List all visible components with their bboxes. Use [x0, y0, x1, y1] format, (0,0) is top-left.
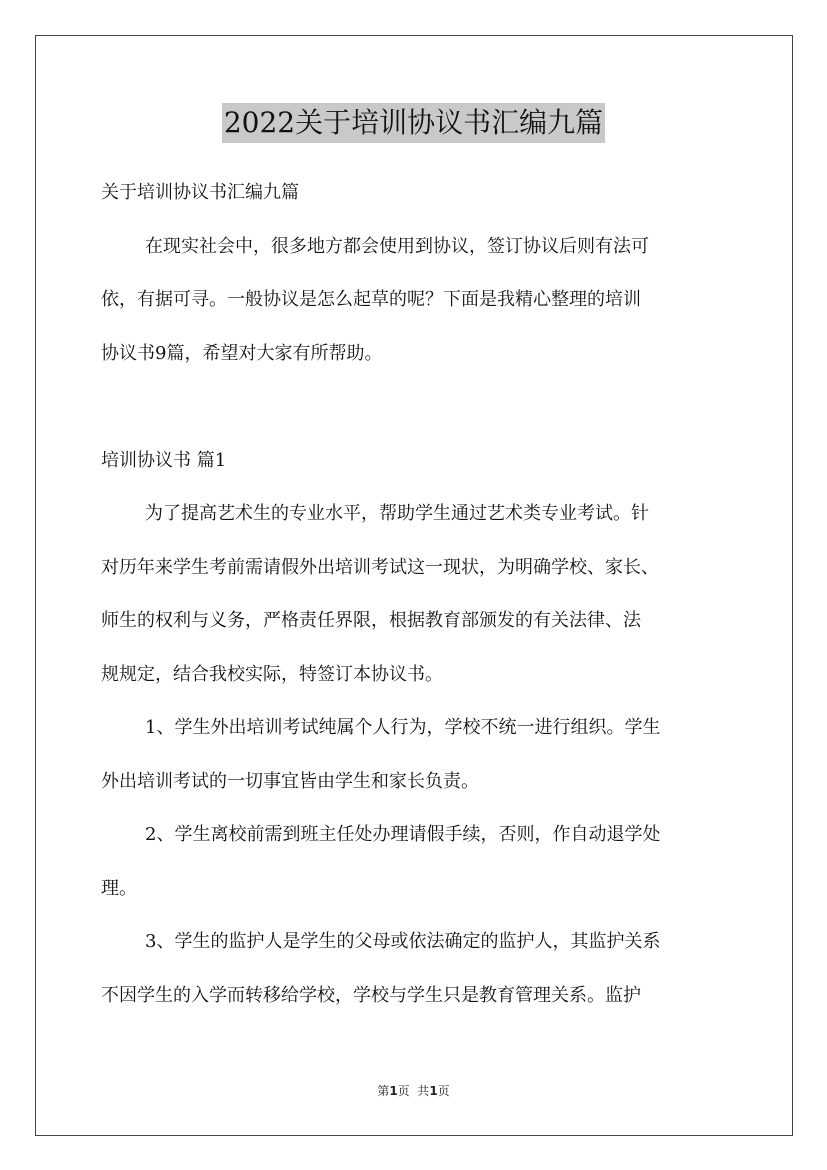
page-number-middle: 页 共	[397, 1084, 430, 1098]
section-heading: 培训协议书 篇1	[101, 449, 227, 471]
page-number-prefix: 第	[377, 1084, 390, 1098]
paragraph-line: 为了提高艺术生的专业水平，帮助学生通过艺术类专业考试。针	[145, 503, 649, 524]
clause-line: 2、学生离校前需到班主任处办理请假手续，否则，作自动退学处	[145, 824, 661, 845]
document-subtitle: 关于培训协议书汇编九篇	[101, 182, 299, 203]
clause-line: 1、学生外出培训考试纯属个人行为，学校不统一进行组织。学生	[145, 717, 661, 738]
intro-line: 在现实社会中，很多地方都会使用到协议，签订协议后则有法可	[145, 235, 649, 257]
paragraph-line: 对历年来学生考前需请假外出培训考试这一现状，为明确学校、家长、	[101, 556, 659, 578]
intro-line: 依，有据可寻。一般协议是怎么起草的呢？下面是我精心整理的培训	[101, 289, 641, 310]
clause-line: 3、学生的监护人是学生的父母或依法确定的监护人，其监护关系	[145, 931, 661, 952]
page-number-current: 1	[389, 1084, 398, 1098]
document-body	[101, 175, 729, 1031]
paragraph-gap	[101, 389, 729, 443]
paragraph-line: 师生的权利与义务，严格责任界限，根据教育部颁发的有关法律、法	[101, 610, 641, 631]
document-title: 2022关于培训协议书汇编九篇	[222, 103, 605, 143]
page-number-total: 1	[429, 1084, 438, 1098]
clause-line: 不因学生的入学而转移给学校，学校与学生只是教育管理关系。监护	[101, 984, 641, 1006]
page-number-suffix: 页	[437, 1084, 450, 1098]
title-container	[0, 103, 827, 143]
clause-line: 理。	[101, 877, 137, 899]
clause-line: 外出培训考试的一切事宜皆由学生和家长负责。	[101, 770, 479, 792]
paragraph-line: 规规定，结合我校实际，特签订本协议书。	[101, 663, 443, 685]
page-footer	[0, 1082, 827, 1099]
intro-line: 协议书9篇，希望对大家有所帮助。	[101, 342, 383, 364]
